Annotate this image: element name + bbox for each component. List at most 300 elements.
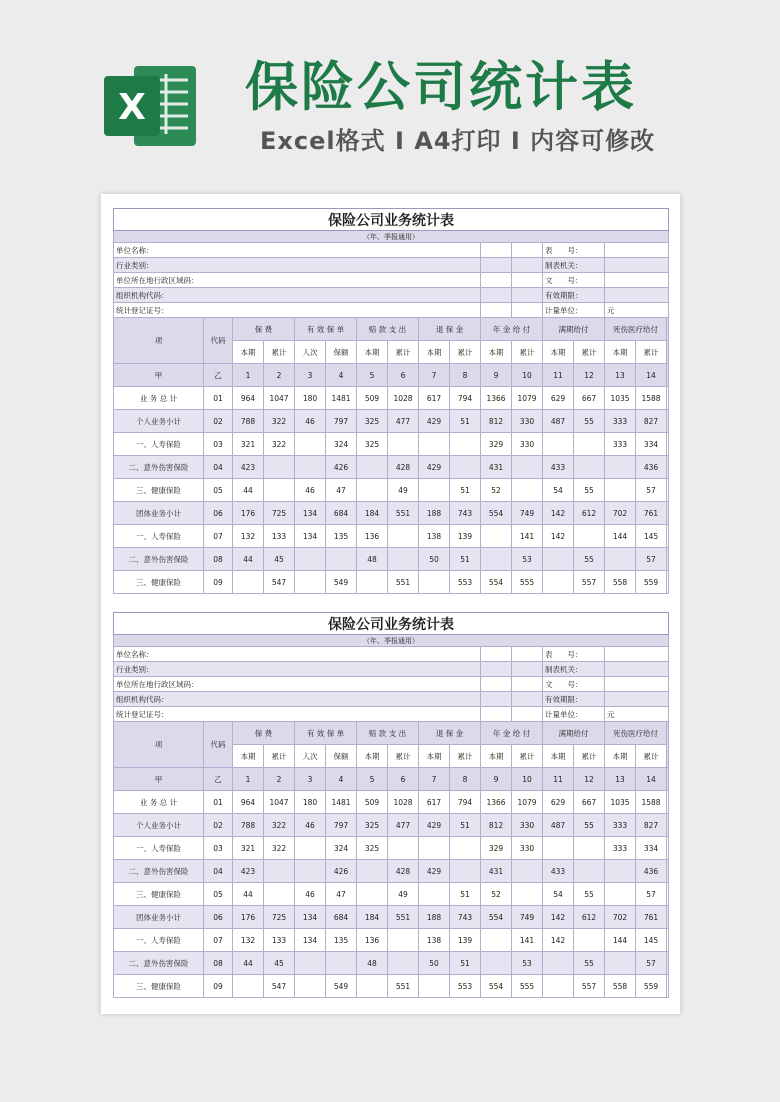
sub-header: 本期 (543, 745, 574, 768)
data-cell[interactable]: 553 (450, 975, 481, 998)
data-cell[interactable]: 134 (295, 502, 326, 525)
data-cell[interactable]: 51 (450, 410, 481, 433)
data-cell[interactable]: 797 (326, 410, 357, 433)
data-cell[interactable] (481, 525, 512, 548)
data-cell[interactable]: 57 (636, 548, 667, 571)
info-field[interactable] (481, 707, 512, 722)
group-header: 年 金 给 付 (481, 722, 543, 745)
data-cell[interactable] (295, 952, 326, 975)
data-cell[interactable]: 50 (419, 548, 450, 571)
data-cell[interactable] (388, 548, 419, 571)
data-cell[interactable]: 325 (357, 837, 388, 860)
data-cell[interactable]: 322 (264, 814, 295, 837)
data-cell[interactable] (574, 837, 605, 860)
data-cell[interactable] (295, 837, 326, 860)
data-cell[interactable]: 176 (233, 906, 264, 929)
data-cell[interactable]: 48 (357, 952, 388, 975)
data-cell[interactable]: 139 (450, 929, 481, 952)
data-cell[interactable]: 325 (357, 410, 388, 433)
data-cell[interactable]: 333 (605, 433, 636, 456)
data-cell[interactable]: 612 (574, 502, 605, 525)
data-cell[interactable]: 429 (419, 814, 450, 837)
data-cell[interactable] (574, 456, 605, 479)
data-cell[interactable] (233, 975, 264, 998)
data-cell[interactable]: 322 (264, 837, 295, 860)
data-cell[interactable]: 48 (357, 548, 388, 571)
data-cell[interactable]: 142 (543, 502, 574, 525)
info-field[interactable] (512, 288, 543, 303)
data-cell[interactable]: 553 (450, 571, 481, 594)
data-cell[interactable]: 509 (357, 791, 388, 814)
data-cell[interactable] (574, 525, 605, 548)
info-field[interactable] (481, 692, 512, 707)
data-cell[interactable]: 509 (357, 387, 388, 410)
data-cell[interactable]: 702 (605, 502, 636, 525)
info-value-right[interactable]: 元 (605, 303, 669, 318)
data-cell[interactable]: 431 (481, 860, 512, 883)
data-cell[interactable]: 743 (450, 906, 481, 929)
data-cell[interactable]: 334 (636, 433, 667, 456)
info-field[interactable] (512, 707, 543, 722)
data-cell[interactable]: 423 (233, 860, 264, 883)
info-value-right[interactable] (605, 258, 669, 273)
data-cell[interactable] (264, 456, 295, 479)
data-cell[interactable] (357, 571, 388, 594)
data-cell[interactable]: 44 (233, 479, 264, 502)
data-cell[interactable]: 426 (326, 860, 357, 883)
data-cell[interactable] (605, 883, 636, 906)
data-cell[interactable]: 554 (481, 571, 512, 594)
data-cell[interactable]: 1079 (512, 387, 543, 410)
data-cell[interactable]: 57 (636, 479, 667, 502)
data-cell[interactable]: 55 (574, 883, 605, 906)
data-cell[interactable] (450, 433, 481, 456)
data-cell[interactable]: 55 (574, 410, 605, 433)
data-cell[interactable]: 551 (388, 502, 419, 525)
data-cell[interactable]: 761 (636, 502, 667, 525)
data-cell[interactable]: 139 (450, 525, 481, 548)
data-cell[interactable] (357, 456, 388, 479)
data-cell[interactable]: 180 (295, 387, 326, 410)
data-cell[interactable]: 51 (450, 479, 481, 502)
data-cell[interactable]: 329 (481, 433, 512, 456)
data-cell[interactable]: 1481 (326, 387, 357, 410)
data-cell[interactable]: 743 (450, 502, 481, 525)
data-cell[interactable]: 324 (326, 837, 357, 860)
data-cell[interactable] (295, 548, 326, 571)
info-value-right[interactable] (605, 273, 669, 288)
data-cell[interactable]: 134 (295, 906, 326, 929)
data-cell[interactable] (326, 952, 357, 975)
data-cell[interactable]: 684 (326, 502, 357, 525)
data-cell[interactable]: 436 (636, 860, 667, 883)
info-field[interactable] (512, 273, 543, 288)
data-cell[interactable]: 559 (636, 975, 667, 998)
data-cell[interactable]: 333 (605, 814, 636, 837)
data-cell[interactable] (295, 433, 326, 456)
data-cell[interactable]: 330 (512, 837, 543, 860)
index-number: 7 (419, 768, 450, 791)
col-item-header: 项 (114, 318, 204, 364)
spacer-cell (667, 952, 669, 975)
group-header: 退 保 金 (419, 722, 481, 745)
data-cell[interactable]: 431 (481, 456, 512, 479)
data-cell[interactable]: 1047 (264, 387, 295, 410)
data-cell[interactable] (419, 433, 450, 456)
info-field[interactable] (481, 647, 512, 662)
data-cell[interactable]: 557 (574, 571, 605, 594)
data-cell[interactable]: 325 (357, 433, 388, 456)
index-number: 2 (264, 768, 295, 791)
info-value-right[interactable] (605, 647, 669, 662)
data-cell[interactable]: 333 (605, 410, 636, 433)
data-cell[interactable]: 55 (574, 952, 605, 975)
data-cell[interactable]: 330 (512, 814, 543, 837)
data-cell[interactable] (543, 548, 574, 571)
data-cell[interactable]: 188 (419, 502, 450, 525)
data-cell[interactable]: 428 (388, 456, 419, 479)
data-cell[interactable]: 551 (388, 975, 419, 998)
data-cell[interactable]: 1028 (388, 387, 419, 410)
data-cell[interactable]: 749 (512, 502, 543, 525)
index-number: 7 (419, 364, 450, 387)
data-cell[interactable]: 54 (543, 479, 574, 502)
data-cell[interactable]: 477 (388, 410, 419, 433)
info-field[interactable] (512, 258, 543, 273)
data-cell[interactable] (605, 456, 636, 479)
data-cell[interactable]: 51 (450, 814, 481, 837)
data-cell[interactable]: 557 (574, 975, 605, 998)
data-cell[interactable]: 428 (388, 860, 419, 883)
data-cell[interactable] (388, 952, 419, 975)
data-cell[interactable]: 135 (326, 929, 357, 952)
data-cell[interactable] (419, 883, 450, 906)
data-cell[interactable]: 53 (512, 952, 543, 975)
data-cell[interactable] (419, 975, 450, 998)
data-cell[interactable]: 549 (326, 975, 357, 998)
data-cell[interactable] (512, 883, 543, 906)
spacer-cell (667, 768, 669, 791)
data-cell[interactable]: 324 (326, 433, 357, 456)
data-cell[interactable]: 53 (512, 548, 543, 571)
data-cell[interactable]: 51 (450, 952, 481, 975)
data-cell[interactable]: 45 (264, 548, 295, 571)
data-cell[interactable]: 551 (388, 571, 419, 594)
data-cell[interactable]: 141 (512, 929, 543, 952)
data-cell[interactable] (357, 860, 388, 883)
data-cell[interactable] (481, 952, 512, 975)
data-cell[interactable]: 554 (481, 975, 512, 998)
data-cell[interactable]: 49 (388, 883, 419, 906)
data-cell[interactable] (605, 952, 636, 975)
info-value-right[interactable] (605, 662, 669, 677)
data-cell[interactable]: 1035 (605, 791, 636, 814)
data-cell[interactable]: 44 (233, 952, 264, 975)
data-cell[interactable]: 138 (419, 525, 450, 548)
data-cell[interactable]: 142 (543, 929, 574, 952)
data-cell[interactable]: 46 (295, 479, 326, 502)
data-cell[interactable] (605, 860, 636, 883)
data-cell[interactable] (450, 456, 481, 479)
data-cell[interactable]: 47 (326, 883, 357, 906)
data-cell[interactable]: 52 (481, 883, 512, 906)
data-cell[interactable]: 617 (419, 387, 450, 410)
data-cell[interactable]: 322 (264, 410, 295, 433)
data-cell[interactable] (543, 952, 574, 975)
data-cell[interactable]: 477 (388, 814, 419, 837)
data-cell[interactable]: 134 (295, 525, 326, 548)
data-cell[interactable]: 612 (574, 906, 605, 929)
data-cell[interactable]: 55 (574, 548, 605, 571)
data-cell[interactable]: 1588 (636, 387, 667, 410)
data-cell[interactable]: 46 (295, 410, 326, 433)
data-cell[interactable]: 827 (636, 814, 667, 837)
data-cell[interactable]: 176 (233, 502, 264, 525)
data-cell[interactable]: 184 (357, 906, 388, 929)
data-cell[interactable]: 144 (605, 525, 636, 548)
spacer-cell (667, 975, 669, 998)
data-cell[interactable]: 321 (233, 433, 264, 456)
data-cell[interactable] (543, 433, 574, 456)
data-cell[interactable] (295, 571, 326, 594)
data-cell[interactable]: 423 (233, 456, 264, 479)
data-cell[interactable]: 1366 (481, 791, 512, 814)
data-cell[interactable] (512, 860, 543, 883)
data-cell[interactable]: 547 (264, 571, 295, 594)
data-cell[interactable]: 49 (388, 479, 419, 502)
info-field[interactable] (512, 662, 543, 677)
data-cell[interactable]: 145 (636, 929, 667, 952)
data-cell[interactable]: 44 (233, 548, 264, 571)
data-cell[interactable]: 51 (450, 883, 481, 906)
data-cell[interactable]: 142 (543, 525, 574, 548)
data-cell[interactable]: 549 (326, 571, 357, 594)
data-cell[interactable] (512, 456, 543, 479)
data-cell[interactable] (543, 571, 574, 594)
data-cell[interactable] (605, 479, 636, 502)
data-cell[interactable]: 1588 (636, 791, 667, 814)
data-cell[interactable]: 333 (605, 837, 636, 860)
row-name: 三、健康保险 (114, 883, 204, 906)
data-cell[interactable] (419, 571, 450, 594)
data-cell[interactable] (388, 837, 419, 860)
data-cell[interactable]: 1481 (326, 791, 357, 814)
data-cell[interactable]: 788 (233, 410, 264, 433)
data-cell[interactable] (543, 837, 574, 860)
data-cell[interactable]: 487 (543, 410, 574, 433)
data-cell[interactable]: 50 (419, 952, 450, 975)
data-cell[interactable] (388, 525, 419, 548)
data-cell[interactable]: 132 (233, 525, 264, 548)
data-cell[interactable]: 44 (233, 883, 264, 906)
data-cell[interactable]: 555 (512, 975, 543, 998)
data-cell[interactable] (295, 456, 326, 479)
data-cell[interactable]: 145 (636, 525, 667, 548)
data-cell[interactable]: 667 (574, 387, 605, 410)
info-value-right[interactable] (605, 677, 669, 692)
data-cell[interactable]: 1028 (388, 791, 419, 814)
data-cell[interactable]: 180 (295, 791, 326, 814)
data-cell[interactable]: 617 (419, 791, 450, 814)
info-field[interactable] (512, 647, 543, 662)
data-cell[interactable]: 188 (419, 906, 450, 929)
info-field[interactable] (512, 243, 543, 258)
info-field[interactable] (512, 677, 543, 692)
info-value-right[interactable] (605, 692, 669, 707)
info-field[interactable] (481, 243, 512, 258)
data-cell[interactable]: 725 (264, 906, 295, 929)
data-cell[interactable]: 144 (605, 929, 636, 952)
data-cell[interactable]: 322 (264, 433, 295, 456)
index-number: 6 (388, 364, 419, 387)
data-cell[interactable]: 429 (419, 860, 450, 883)
data-cell[interactable] (574, 433, 605, 456)
data-cell[interactable]: 132 (233, 929, 264, 952)
table-row (114, 929, 669, 952)
data-cell[interactable]: 429 (419, 456, 450, 479)
data-cell[interactable]: 749 (512, 906, 543, 929)
data-cell[interactable]: 547 (264, 975, 295, 998)
data-cell[interactable]: 629 (543, 387, 574, 410)
data-cell[interactable]: 46 (295, 883, 326, 906)
info-field[interactable] (481, 303, 512, 318)
data-cell[interactable]: 57 (636, 883, 667, 906)
data-cell[interactable] (264, 860, 295, 883)
data-cell[interactable]: 433 (543, 860, 574, 883)
data-cell[interactable]: 55 (574, 479, 605, 502)
data-cell[interactable]: 329 (481, 837, 512, 860)
data-cell[interactable] (264, 479, 295, 502)
data-cell[interactable]: 551 (388, 906, 419, 929)
data-cell[interactable] (543, 975, 574, 998)
data-cell[interactable]: 794 (450, 387, 481, 410)
data-cell[interactable]: 57 (636, 952, 667, 975)
data-cell[interactable]: 184 (357, 502, 388, 525)
data-cell[interactable]: 321 (233, 837, 264, 860)
spacer-cell (667, 433, 669, 456)
data-cell[interactable]: 330 (512, 433, 543, 456)
info-field[interactable] (481, 288, 512, 303)
data-cell[interactable]: 46 (295, 814, 326, 837)
data-cell[interactable]: 54 (543, 883, 574, 906)
data-cell[interactable] (450, 837, 481, 860)
data-cell[interactable]: 52 (481, 479, 512, 502)
data-cell[interactable]: 142 (543, 906, 574, 929)
info-field[interactable] (481, 662, 512, 677)
data-cell[interactable] (357, 975, 388, 998)
data-cell[interactable] (419, 479, 450, 502)
data-cell[interactable]: 51 (450, 548, 481, 571)
data-cell[interactable]: 558 (605, 975, 636, 998)
index-number: 13 (605, 364, 636, 387)
data-cell[interactable] (388, 433, 419, 456)
data-cell[interactable]: 761 (636, 906, 667, 929)
data-cell[interactable]: 55 (574, 814, 605, 837)
info-row (114, 677, 669, 692)
data-cell[interactable]: 47 (326, 479, 357, 502)
info-value-right[interactable]: 元 (605, 707, 669, 722)
data-cell[interactable] (419, 837, 450, 860)
info-field[interactable] (512, 692, 543, 707)
data-cell[interactable]: 559 (636, 571, 667, 594)
data-cell[interactable]: 436 (636, 456, 667, 479)
data-cell[interactable] (357, 479, 388, 502)
data-cell[interactable]: 487 (543, 814, 574, 837)
data-cell[interactable]: 136 (357, 525, 388, 548)
data-cell[interactable]: 684 (326, 906, 357, 929)
data-cell[interactable] (481, 548, 512, 571)
data-cell[interactable]: 134 (295, 929, 326, 952)
data-cell[interactable]: 1079 (512, 791, 543, 814)
data-cell[interactable]: 426 (326, 456, 357, 479)
data-cell[interactable]: 433 (543, 456, 574, 479)
data-cell[interactable]: 558 (605, 571, 636, 594)
data-cell[interactable]: 1366 (481, 387, 512, 410)
data-cell[interactable]: 334 (636, 837, 667, 860)
info-field[interactable] (481, 258, 512, 273)
data-cell[interactable]: 788 (233, 814, 264, 837)
data-cell[interactable]: 555 (512, 571, 543, 594)
data-cell[interactable]: 827 (636, 410, 667, 433)
data-cell[interactable] (574, 860, 605, 883)
data-cell[interactable]: 964 (233, 387, 264, 410)
data-cell[interactable]: 554 (481, 906, 512, 929)
data-cell[interactable]: 797 (326, 814, 357, 837)
data-cell[interactable]: 325 (357, 814, 388, 837)
data-cell[interactable]: 133 (264, 929, 295, 952)
data-cell[interactable]: 794 (450, 791, 481, 814)
info-field[interactable] (512, 303, 543, 318)
data-cell[interactable]: 1047 (264, 791, 295, 814)
info-value-right[interactable] (605, 288, 669, 303)
data-cell[interactable]: 725 (264, 502, 295, 525)
data-cell[interactable]: 1035 (605, 387, 636, 410)
data-cell[interactable] (388, 929, 419, 952)
data-cell[interactable] (295, 975, 326, 998)
data-cell[interactable]: 964 (233, 791, 264, 814)
data-cell[interactable]: 429 (419, 410, 450, 433)
sub-header: 本期 (357, 745, 388, 768)
data-cell[interactable]: 812 (481, 410, 512, 433)
data-cell[interactable] (512, 479, 543, 502)
data-cell[interactable]: 330 (512, 410, 543, 433)
data-cell[interactable]: 702 (605, 906, 636, 929)
data-cell[interactable] (357, 883, 388, 906)
data-cell[interactable] (481, 929, 512, 952)
data-cell[interactable] (233, 571, 264, 594)
data-cell[interactable]: 141 (512, 525, 543, 548)
data-cell[interactable]: 667 (574, 791, 605, 814)
info-row (114, 692, 669, 707)
data-cell[interactable] (326, 548, 357, 571)
data-cell[interactable]: 45 (264, 952, 295, 975)
info-value-right[interactable] (605, 243, 669, 258)
data-cell[interactable]: 812 (481, 814, 512, 837)
data-cell[interactable]: 135 (326, 525, 357, 548)
data-cell[interactable]: 629 (543, 791, 574, 814)
data-cell[interactable] (605, 548, 636, 571)
info-field[interactable] (481, 677, 512, 692)
data-cell[interactable]: 138 (419, 929, 450, 952)
data-cell[interactable] (264, 883, 295, 906)
data-cell[interactable] (574, 929, 605, 952)
data-cell[interactable] (295, 860, 326, 883)
info-field[interactable] (481, 273, 512, 288)
data-cell[interactable] (450, 860, 481, 883)
data-cell[interactable]: 133 (264, 525, 295, 548)
data-cell[interactable]: 136 (357, 929, 388, 952)
data-cell[interactable]: 554 (481, 502, 512, 525)
